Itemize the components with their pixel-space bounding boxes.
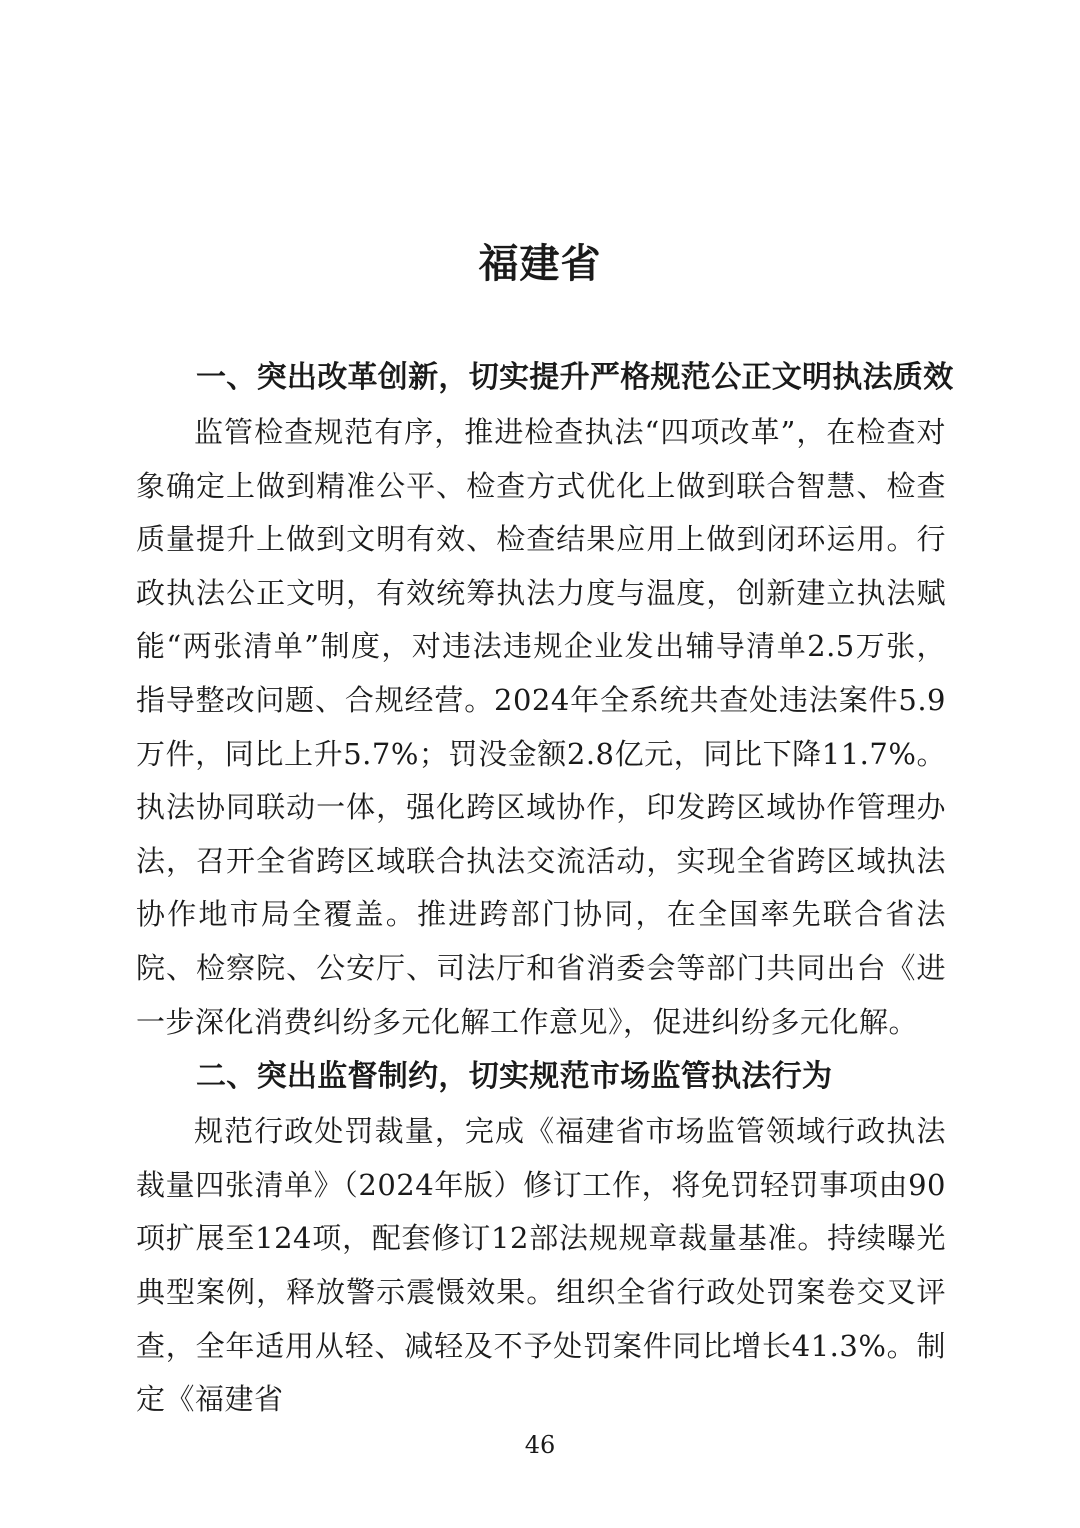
section-heading: 二、突出监督制约，切实规范市场监管执法行为 bbox=[196, 1059, 833, 1095]
page-title: 福建省 bbox=[478, 241, 602, 287]
section-paragraph: 监管检查规范有序，推进检查执法“四项改革”，在检查对象确定上做到精准公平、检查方式优化上做到联合智慧、检查质量提升上做到文明有效、检查结果应用上做到闭环运用。行政执法公正文明，有效统筹执法力度与温度，创新建立执法赋能“两张清单”制度，对违法违规企业发出辅导清单2.5万张，指导整改问题、合规经营。2024年全系统共查处违法案件5.9万件，同比上升5.7%；罚没金额2.8亿元，同比下降11.7%。执法协同联动一体，强化跨区域协作，印发跨区域协作管理办法，召开全省跨区域联合执法交流活动，实现全省跨区域执法协作地市局全覆盖。推进跨部门协同，在全国率先联合省法院、检察院、公安厅、司法厅和省消委会等部门共同出台《进一步深化消费纠纷多元化解工作意见》，促进纠纷多元化解。 bbox=[136, 415, 946, 1039]
section-2 bbox=[136, 1051, 946, 1427]
page-number: 46 bbox=[524, 1431, 556, 1459]
section-1 bbox=[136, 352, 954, 1049]
section-heading: 一、突出改革创新，切实提升严格规范公正文明执法质效 bbox=[196, 360, 954, 395]
section-paragraph: 规范行政处罚裁量，完成《福建省市场监管领域行政执法裁量四张清单》（2024年版）修订工作，将免罚轻罚事项由90项扩展至124项，配套修订12部法规规章裁量基准。持续曝光典型案例，释放警示震慑效果。组织全省行政处罚案卷交叉评查，全年适用从轻、减轻及不予处罚案件同比增长41.3%。制定《福建省 bbox=[136, 1114, 946, 1417]
document-body bbox=[136, 352, 954, 1429]
